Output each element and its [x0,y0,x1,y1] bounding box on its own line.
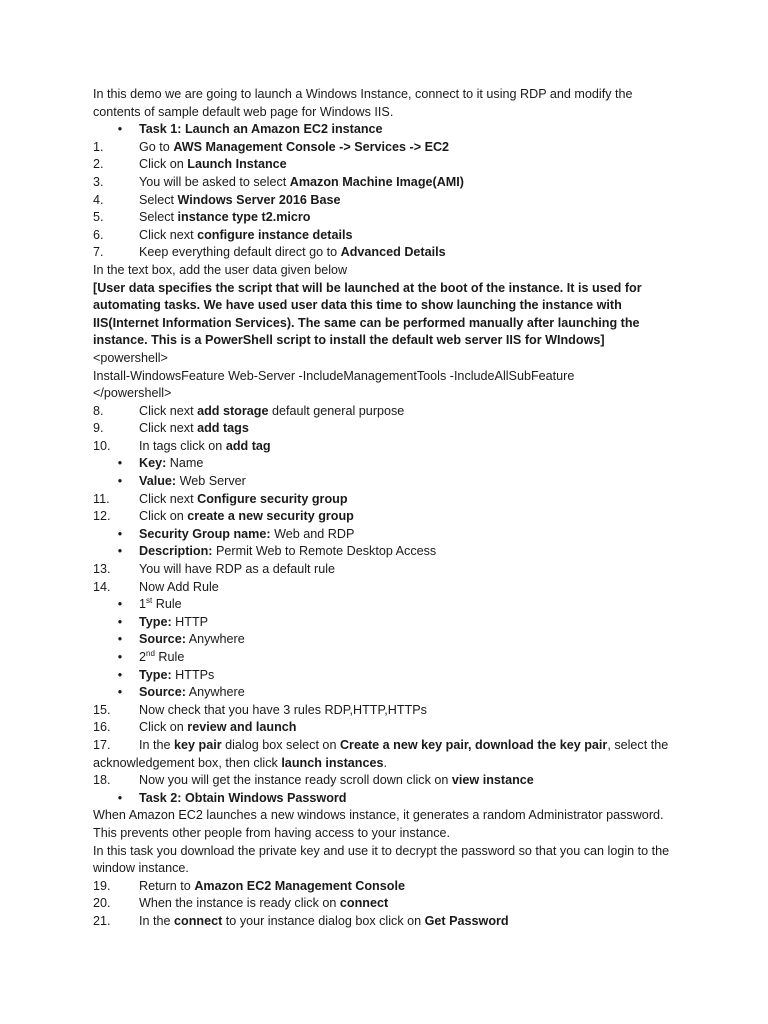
bullet-icon: • [117,544,123,559]
step-7: 7. Keep everything default direct go to Advanced Details [93,245,446,260]
bullet-icon: • [117,122,123,137]
rule2-source-bullet: • Source: Anywhere [93,684,683,702]
step-19: 19. Return to Amazon EC2 Management Console [93,878,405,893]
step-16: 16. Click on review and launch [93,720,297,735]
task2-bullet [93,790,683,808]
step-5: 5. Select instance type t2.micro [93,210,311,225]
step-4: 4. Select Windows Server 2016 Base [93,192,341,207]
code-close-tag: </powershell> [93,386,172,401]
step-14: 14. Now Add Rule [93,579,219,594]
bullet-icon: • [117,474,123,489]
intro-paragraph: In this demo we are going to launch a Windows Instance, connect to it using RDP and modify the contents of sample default web page for Windows IIS. [93,87,633,119]
code-command: Install-WindowsFeature Web-Server -IncludeManagementTools -IncludeAllSubFeature [93,368,575,383]
rule1-source-bullet: • Source: Anywhere [93,631,683,649]
step-11: 11. Click next Configure security group [93,491,348,506]
rule1-bullet: • 1st Rule [93,596,683,614]
tag-key-bullet: • Key: Name [93,455,683,473]
bullet-icon: • [117,632,123,647]
sg-name-bullet: • Security Group name: Web and RDP [93,526,683,544]
step-15: 15. Now check that you have 3 rules RDP,HTTP,HTTPs [93,702,427,717]
step-3: 3. You will be asked to select Amazon Machine Image(AMI) [93,174,464,189]
task2-paragraph-1: When Amazon EC2 launches a new windows instance, it generates a random Administrator password. This prevents other people from having access to your instance. [93,808,664,840]
bullet-icon: • [117,597,123,612]
step-2: 2. Click on Launch Instance [93,157,287,172]
step-9: 9. Click next add tags [93,421,249,436]
step-17-continuation: acknowledgement box, then click launch instances. [93,755,387,770]
task1-bullet [93,121,683,139]
rule2-type-bullet: • Type: HTTPs [93,667,683,685]
bullet-icon: • [117,526,123,541]
bullet-icon: • [117,667,123,682]
sg-desc-bullet: • Description: Permit Web to Remote Desktop Access [93,543,683,561]
task2-paragraph-2: In this task you download the private key and use it to decrypt the password so that you can login to the window instance. [93,843,670,876]
bullet-icon: • [117,790,123,805]
step-17: 17. In the key pair dialog box select on Create a new key pair, download the key pair, select the [93,737,669,752]
bullet-icon: • [117,650,123,664]
bullet-icon: • [117,456,123,471]
step-12: 12. Click on create a new security group [93,509,354,524]
step-10: 10. In tags click on add tag [93,438,271,453]
step-20: 20. When the instance is ready click on connect [93,896,389,911]
task1-label: Task 1: Launch an Amazon EC2 instance [139,122,383,137]
bullet-icon: • [117,614,123,629]
userdata-intro: In the text box, add the user data given below [93,262,348,277]
step-13: 13. You will have RDP as a default rule [93,562,336,577]
userdata-note: [User data specifies the script that will be launched at the boot of the instance. It is used for automating tasks. We have used user data this time to show launching the instance with IIS(Internet Information Services). The same can be performed manually after launching the instance. This is a PowerShell script to install the default web server IIS for WIndows] [93,280,642,348]
step-8: 8. Click next add storage default general purpose [93,403,405,418]
code-open-tag: <powershell> [93,350,168,365]
document-page [93,86,683,931]
step-21: 21. In the connect to your instance dialog box click on Get Password [93,913,509,928]
bullet-icon: • [117,685,123,700]
step-6: 6. Click next configure instance details [93,227,353,242]
steps-list-1-7 [93,139,683,262]
tag-value-bullet: • Value: Web Server [93,473,683,491]
step-1: 1. Go to AWS Management Console -> Services -> EC2 [93,139,450,154]
task2-label: Task 2: Obtain Windows Password [139,790,347,805]
rule1-type-bullet: • Type: HTTP [93,614,683,632]
rule2-bullet: • 2nd Rule [93,649,683,667]
step-18: 18. Now you will get the instance ready scroll down click on view instance [93,773,534,788]
